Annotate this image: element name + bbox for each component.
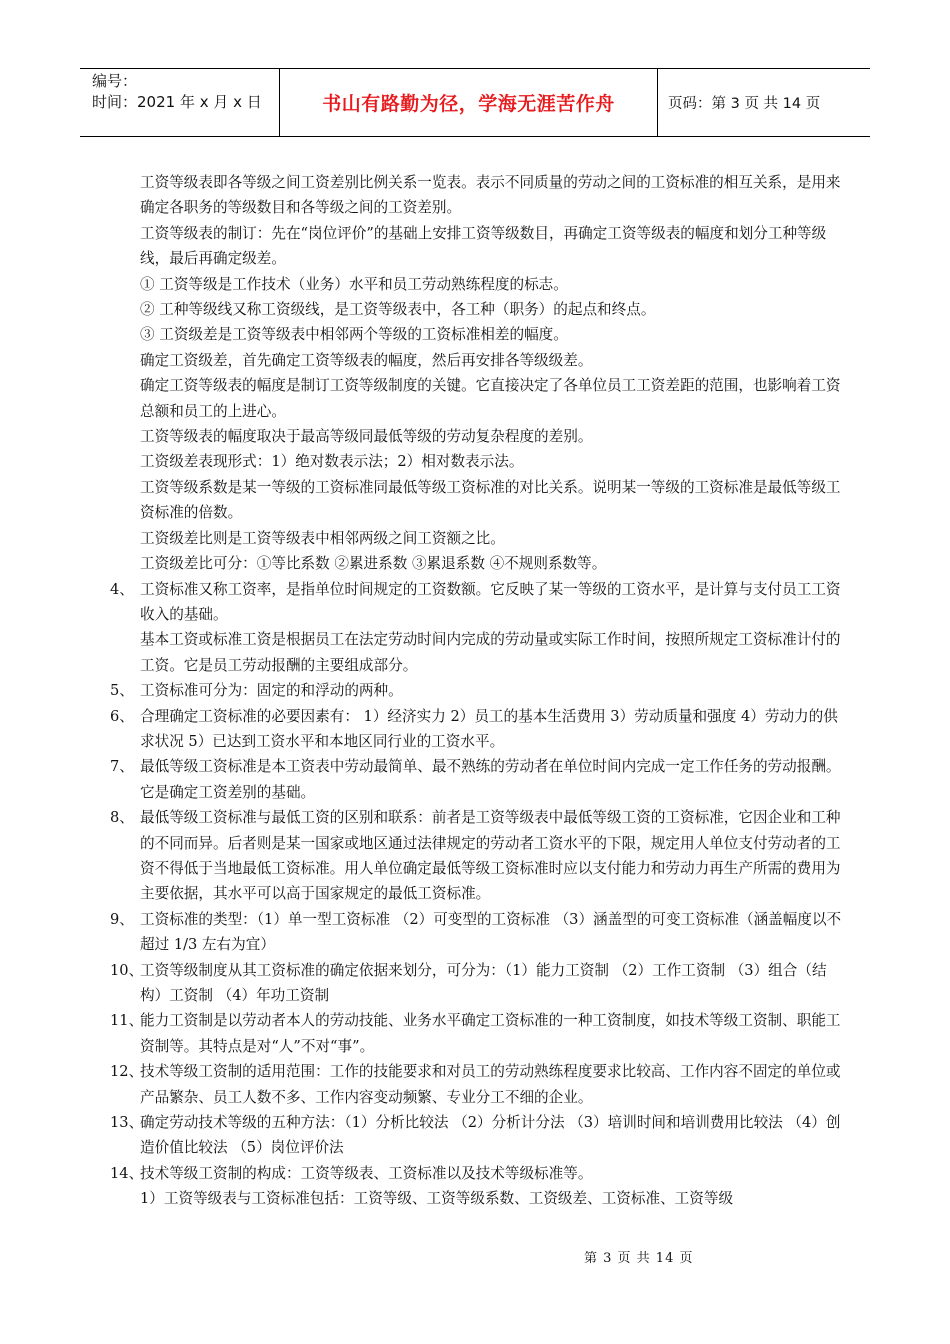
paragraph-text: 最低等级工资标准是本工资表中劳动最简单、最不熟练的劳动者在单位时间内完成一定工作任务的劳动报酬。它是确定工资差别的基础。	[140, 758, 841, 801]
paragraph-text: 能力工资制是以劳动者本人的劳动技能、业务水平确定工资标准的一种工资制度，如技术等级工资制、职能工资制等。其特点是对“人”不对“事”。	[140, 1012, 841, 1055]
body-paragraph	[110, 170, 845, 221]
header-meta	[80, 69, 280, 136]
header-motto: 书山有路勤为径，学海无涯苦作舟	[280, 69, 658, 136]
paragraph-number: 11、	[110, 1012, 144, 1030]
paragraph-number: 13、	[110, 1114, 144, 1132]
paragraph-text: 基本工资或标准工资是根据员工在法定劳动时间内完成的劳动量或实际工作时间，按照所规定工资标准计付的工资。它是员工劳动报酬的主要组成部分。	[140, 631, 841, 674]
paragraph-text: 技术等级工资制的适用范围：工作的技能要求和对员工的劳动熟练程度要求比较高、工作内容不固定的单位或产品繁杂、员工人数不多、工作内容变动频繁、专业分工不细的企业。	[140, 1063, 841, 1106]
body-paragraph	[110, 373, 845, 424]
paragraph-text: 工资标准又称工资率，是指单位时间规定的工资数额。它反映了某一等级的工资水平，是计算与支付员工工资收入的基础。	[140, 580, 841, 623]
numbered-paragraph	[110, 577, 845, 628]
numbered-paragraph	[110, 805, 845, 907]
body-paragraph	[110, 1186, 845, 1211]
numbered-paragraph	[110, 958, 845, 1009]
paragraph-text: 工资标准可分为：固定的和浮动的两种。	[140, 682, 403, 700]
numbered-paragraph	[110, 754, 845, 805]
page-footer: 第 3 页 共 14 页	[584, 1251, 694, 1266]
paragraph-text: 确定工资等级表的幅度是制订工资等级制度的关键。它直接决定了各单位员工工资差距的范围，也影响着工资总额和员工的上进心。	[140, 377, 841, 420]
body-paragraph	[110, 627, 845, 678]
paragraph-text: ③ 工资级差是工资等级表中相邻两个等级的工资标准相差的幅度。	[140, 326, 568, 344]
body-paragraph	[110, 475, 845, 526]
paragraph-text: 技术等级工资制的构成：工资等级表、工资标准以及技术等级标准等。	[140, 1164, 593, 1182]
paragraph-number: 14、	[110, 1164, 144, 1182]
page-header	[80, 68, 870, 137]
paragraph-text: 工资等级系数是某一等级的工资标准同最低等级工资标准的对比关系。说明某一等级的工资标准是最低等级工资标准的倍数。	[140, 478, 841, 522]
header-page-info: 页码：第 3 页 共 14 页	[668, 96, 821, 112]
paragraph-text: 合理确定工资标准的必要因素有： 1）经济实力 2）员工的基本生活费用 3）劳动质量和强度 4）劳动力的供求状况 5）已达到工资水平和本地区同行业的工资水平。	[140, 707, 838, 750]
body-paragraph	[110, 272, 845, 297]
paragraph-number: 12、	[110, 1063, 144, 1081]
paragraph-text: 工资等级表的幅度取决于最高等级同最低等级的劳动复杂程度的差别。	[140, 428, 593, 446]
body-paragraph	[110, 297, 845, 322]
numbered-paragraph	[110, 907, 845, 958]
document-body	[110, 170, 845, 1212]
paragraph-text: 工资级差比则是工资等级表中相邻两级之间工资额之比。	[140, 529, 505, 547]
paragraph-text: 工资标准的类型：（1）单一型工资标准 （2）可变型的工资标准 （3）涵盖型的可变工资标准（涵盖幅度以不超过 1/3 左右为宜）	[140, 910, 842, 954]
numbered-paragraph	[110, 704, 845, 755]
numbered-paragraph	[110, 1008, 845, 1059]
paragraph-text: 1）工资等级表与工资标准包括：工资等级、工资等级系数、工资级差、工资标准、工资等级	[140, 1190, 734, 1208]
body-paragraph	[110, 551, 845, 576]
paragraph-text: ① 工资等级是工作技术（业务）水平和员工劳动熟练程度的标志。	[140, 275, 568, 293]
numbered-paragraph	[110, 1161, 845, 1186]
paragraph-text: 确定工资级差，首先确定工资等级表的幅度，然后再安排各等级级差。	[140, 351, 593, 369]
paragraph-text: 工资等级表的制订：先在“岗位评价”的基础上安排工资等级数目，再确定工资等级表的幅度和划分工种等级线，最后再确定级差。	[140, 224, 827, 268]
body-paragraph	[110, 449, 845, 474]
paragraph-number: 4、	[110, 580, 134, 598]
paragraph-text: 工资等级制度从其工资标准的确定依据来划分，可分为：（1）能力工资制 （2）工作工资制 （3）组合（结构）工资制 （4）年功工资制	[140, 961, 827, 1004]
paragraph-number: 5、	[110, 682, 134, 700]
paragraph-number: 6、	[110, 707, 134, 725]
paragraph-text: 工资级差比可分：①等比系数 ②累进系数 ③累退系数 ④不规则系数等。	[140, 555, 607, 573]
paragraph-number: 9、	[110, 910, 134, 928]
paragraph-text: 最低等级工资标准与最低工资的区别和联系：前者是工资等级表中最低等级工资的工资标准，它因企业和工种的不同而异。后者则是某一国家或地区通过法律规定的劳动者工资水平的下限，规定用人单位支付劳动者的工资不得低于当地最低工资标准。用人单位确定最低等级工资标准时应以支付能力和劳动力再生产所需的费用为主要依据，其水平可以高于国家规定的最低工资标准。	[140, 809, 841, 903]
paragraph-text: 工资级差表现形式：1）绝对数表示法；2）相对数表示法。	[140, 453, 524, 471]
document-number-label: 编号：	[92, 72, 138, 90]
body-paragraph	[110, 526, 845, 551]
numbered-paragraph	[110, 1110, 845, 1161]
body-paragraph	[110, 221, 845, 272]
paragraph-text: 确定劳动技术等级的五种方法：（1）分析比较法 （2）分析计分法 （3）培训时间和培训费用比较法 （4）创造价值比较法 （5）岗位评价法	[140, 1114, 841, 1157]
paragraph-text: ② 工种等级线又称工资级线，是工资等级表中，各工种（职务）的起点和终点。	[140, 301, 656, 319]
paragraph-number: 10、	[110, 961, 144, 979]
paragraph-text: 工资等级表即各等级之间工资差别比例关系一览表。表示不同质量的劳动之间的工资标准的相互关系，是用来确定各职务的等级数目和各等级之间的工资差别。	[140, 174, 841, 217]
body-paragraph	[110, 348, 845, 373]
paragraph-number: 8、	[110, 809, 134, 827]
numbered-paragraph	[110, 678, 845, 703]
paragraph-number: 7、	[110, 758, 134, 776]
body-paragraph	[110, 322, 845, 347]
document-date-label: 时间：2021 年 x 月 x 日	[92, 93, 262, 111]
body-paragraph	[110, 424, 845, 449]
numbered-paragraph	[110, 1059, 845, 1110]
